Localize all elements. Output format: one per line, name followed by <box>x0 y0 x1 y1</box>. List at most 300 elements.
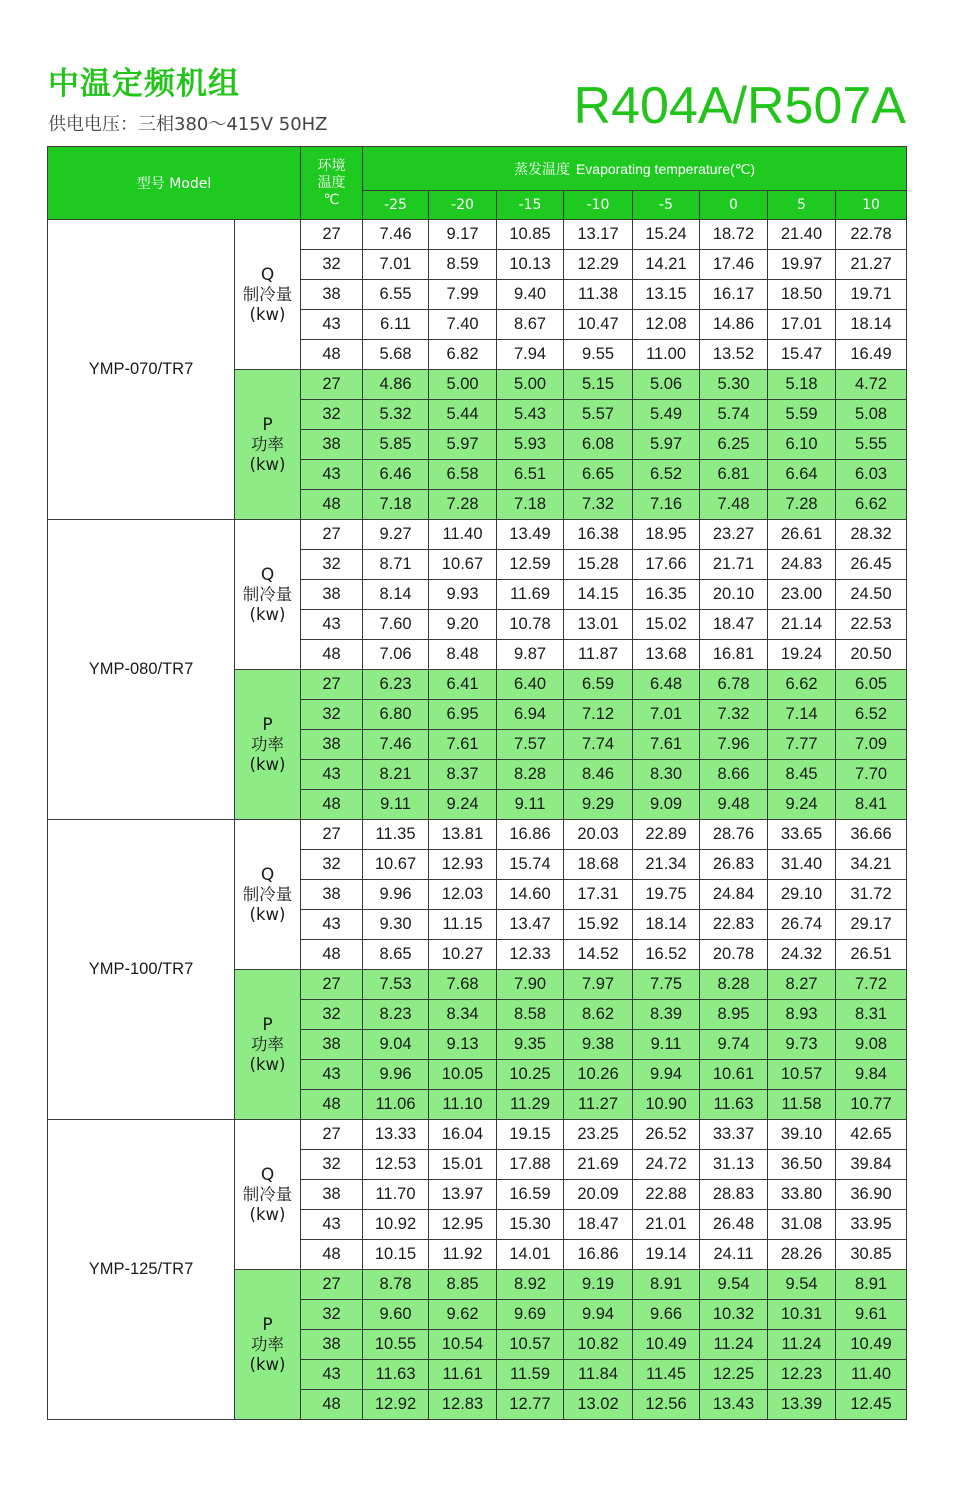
power-value-cell: 8.62 <box>564 1000 633 1030</box>
capacity-value-cell: 12.59 <box>497 550 564 580</box>
capacity-value-cell: 11.92 <box>429 1240 497 1270</box>
ambient-temp-cell: 48 <box>301 1390 363 1420</box>
ambient-temp-cell: 43 <box>301 310 363 340</box>
capacity-value-cell: 23.25 <box>564 1120 633 1150</box>
power-value-cell: 9.61 <box>836 1300 907 1330</box>
power-value-cell: 6.81 <box>700 460 768 490</box>
capacity-value-cell: 28.83 <box>700 1180 768 1210</box>
capacity-value-cell: 19.15 <box>497 1120 564 1150</box>
power-value-cell: 7.46 <box>363 730 429 760</box>
capacity-value-cell: 33.95 <box>836 1210 907 1240</box>
capacity-value-cell: 22.78 <box>836 220 907 250</box>
capacity-value-cell: 16.49 <box>836 340 907 370</box>
power-value-cell: 7.68 <box>429 970 497 1000</box>
capacity-value-cell: 11.38 <box>564 280 633 310</box>
capacity-value-cell: 21.34 <box>633 850 700 880</box>
capacity-value-cell: 9.55 <box>564 340 633 370</box>
capacity-value-cell: 31.72 <box>836 880 907 910</box>
capacity-value-cell: 18.14 <box>633 910 700 940</box>
power-value-cell: 5.18 <box>768 370 836 400</box>
capacity-value-cell: 15.92 <box>564 910 633 940</box>
capacity-value-cell: 6.55 <box>363 280 429 310</box>
ambient-temp-cell: 43 <box>301 1060 363 1090</box>
model-name: YMP-070/TR7 <box>48 220 235 520</box>
label-unit: (kw) <box>249 1204 286 1224</box>
power-value-cell: 7.32 <box>564 490 633 520</box>
ambient-temp-cell: 38 <box>301 580 363 610</box>
capacity-value-cell: 12.08 <box>633 310 700 340</box>
cooling-capacity-label <box>235 1120 301 1270</box>
power-value-cell: 6.62 <box>836 490 907 520</box>
power-value-cell: 5.57 <box>564 400 633 430</box>
power-value-cell: 5.97 <box>429 430 497 460</box>
power-value-cell: 6.40 <box>497 670 564 700</box>
power-value-cell: 7.53 <box>363 970 429 1000</box>
power-value-cell: 6.10 <box>768 430 836 460</box>
ambient-temp-cell: 43 <box>301 610 363 640</box>
power-value-cell: 7.96 <box>700 730 768 760</box>
capacity-value-cell: 21.01 <box>633 1210 700 1240</box>
capacity-value-cell: 13.33 <box>363 1120 429 1150</box>
power-value-cell: 9.13 <box>429 1030 497 1060</box>
ambient-temp-cell: 38 <box>301 880 363 910</box>
power-value-cell: 4.72 <box>836 370 907 400</box>
capacity-value-cell: 20.03 <box>564 820 633 850</box>
evaporating-temp-header <box>363 147 907 191</box>
power-value-cell: 9.73 <box>768 1030 836 1060</box>
power-value-cell: 7.14 <box>768 700 836 730</box>
capacity-value-cell: 12.33 <box>497 940 564 970</box>
capacity-value-cell: 10.67 <box>429 550 497 580</box>
capacity-value-cell: 9.96 <box>363 880 429 910</box>
label-cn: 制冷量 <box>242 284 293 304</box>
power-value-cell: 5.97 <box>633 430 700 460</box>
capacity-value-cell: 19.24 <box>768 640 836 670</box>
power-value-cell: 7.90 <box>497 970 564 1000</box>
power-value-cell: 8.28 <box>700 970 768 1000</box>
ambient-temp-cell: 32 <box>301 250 363 280</box>
capacity-value-cell: 19.97 <box>768 250 836 280</box>
power-value-cell: 8.28 <box>497 760 564 790</box>
capacity-value-cell: 11.87 <box>564 640 633 670</box>
power-value-cell: 11.27 <box>564 1090 633 1120</box>
label-symbol: Q <box>260 564 275 585</box>
capacity-value-cell: 7.06 <box>363 640 429 670</box>
capacity-value-cell: 14.86 <box>700 310 768 340</box>
power-value-cell: 8.34 <box>429 1000 497 1030</box>
ambient-temp-cell: 38 <box>301 1030 363 1060</box>
power-value-cell: 9.69 <box>497 1300 564 1330</box>
power-value-cell: 8.58 <box>497 1000 564 1030</box>
capacity-value-cell: 9.17 <box>429 220 497 250</box>
capacity-value-cell: 14.01 <box>497 1240 564 1270</box>
power-value-cell: 9.84 <box>836 1060 907 1090</box>
capacity-value-cell: 33.37 <box>700 1120 768 1150</box>
capacity-value-cell: 14.21 <box>633 250 700 280</box>
power-label <box>235 670 301 820</box>
power-value-cell: 10.57 <box>497 1330 564 1360</box>
capacity-value-cell: 24.32 <box>768 940 836 970</box>
ambient-header-line: 温度 <box>317 174 346 191</box>
capacity-value-cell: 22.53 <box>836 610 907 640</box>
power-value-cell: 7.74 <box>564 730 633 760</box>
power-value-cell: 12.83 <box>429 1390 497 1420</box>
power-value-cell: 12.92 <box>363 1390 429 1420</box>
ambient-temp-cell: 38 <box>301 430 363 460</box>
power-value-cell: 9.11 <box>363 790 429 820</box>
ambient-temp-cell: 32 <box>301 700 363 730</box>
power-value-cell: 5.00 <box>429 370 497 400</box>
power-value-cell: 11.59 <box>497 1360 564 1390</box>
model-name: YMP-100/TR7 <box>48 820 235 1120</box>
model-name: YMP-125/TR7 <box>48 1120 235 1420</box>
power-value-cell: 9.48 <box>700 790 768 820</box>
ambient-temp-cell: 43 <box>301 910 363 940</box>
power-value-cell: 13.43 <box>700 1390 768 1420</box>
power-value-cell: 6.41 <box>429 670 497 700</box>
evap-temp-col-header: -5 <box>633 191 700 220</box>
capacity-value-cell: 24.72 <box>633 1150 700 1180</box>
label-unit: (kw) <box>249 604 286 624</box>
capacity-value-cell: 22.88 <box>633 1180 700 1210</box>
table-row <box>48 220 907 250</box>
capacity-value-cell: 30.85 <box>836 1240 907 1270</box>
capacity-value-cell: 36.50 <box>768 1150 836 1180</box>
power-value-cell: 8.93 <box>768 1000 836 1030</box>
ambient-temp-cell: 43 <box>301 1360 363 1390</box>
capacity-value-cell: 29.10 <box>768 880 836 910</box>
power-value-cell: 7.18 <box>363 490 429 520</box>
label-symbol: P <box>262 1314 273 1335</box>
power-value-cell: 9.19 <box>564 1270 633 1300</box>
power-value-cell: 6.51 <box>497 460 564 490</box>
capacity-value-cell: 39.10 <box>768 1120 836 1150</box>
capacity-value-cell: 17.88 <box>497 1150 564 1180</box>
table-row <box>48 1120 907 1150</box>
power-value-cell: 7.61 <box>633 730 700 760</box>
label-symbol: P <box>262 714 273 735</box>
capacity-value-cell: 13.15 <box>633 280 700 310</box>
ambient-temp-cell: 43 <box>301 460 363 490</box>
power-value-cell: 8.27 <box>768 970 836 1000</box>
ambient-temp-cell: 38 <box>301 1180 363 1210</box>
capacity-value-cell: 28.32 <box>836 520 907 550</box>
ambient-temp-cell: 48 <box>301 1090 363 1120</box>
capacity-value-cell: 9.20 <box>429 610 497 640</box>
power-value-cell: 8.31 <box>836 1000 907 1030</box>
ambient-temp-cell: 32 <box>301 850 363 880</box>
capacity-value-cell: 15.28 <box>564 550 633 580</box>
capacity-value-cell: 15.47 <box>768 340 836 370</box>
capacity-value-cell: 20.50 <box>836 640 907 670</box>
capacity-value-cell: 15.02 <box>633 610 700 640</box>
capacity-value-cell: 7.94 <box>497 340 564 370</box>
power-value-cell: 8.30 <box>633 760 700 790</box>
power-value-cell: 5.43 <box>497 400 564 430</box>
capacity-value-cell: 6.11 <box>363 310 429 340</box>
evap-temp-col-header: 0 <box>700 191 768 220</box>
power-value-cell: 10.77 <box>836 1090 907 1120</box>
label-cn: 功率 <box>251 1334 284 1354</box>
power-value-cell: 6.94 <box>497 700 564 730</box>
power-value-cell: 9.94 <box>564 1300 633 1330</box>
power-value-cell: 9.11 <box>497 790 564 820</box>
power-value-cell: 7.09 <box>836 730 907 760</box>
capacity-value-cell: 18.47 <box>564 1210 633 1240</box>
capacity-value-cell: 26.45 <box>836 550 907 580</box>
capacity-value-cell: 9.93 <box>429 580 497 610</box>
ambient-temp-cell: 48 <box>301 940 363 970</box>
capacity-value-cell: 6.82 <box>429 340 497 370</box>
ambient-temp-cell: 32 <box>301 1000 363 1030</box>
capacity-value-cell: 19.75 <box>633 880 700 910</box>
power-value-cell: 6.08 <box>564 430 633 460</box>
capacity-value-cell: 33.65 <box>768 820 836 850</box>
power-value-cell: 11.58 <box>768 1090 836 1120</box>
power-value-cell: 6.46 <box>363 460 429 490</box>
capacity-value-cell: 12.95 <box>429 1210 497 1240</box>
capacity-value-cell: 7.99 <box>429 280 497 310</box>
ambient-temp-cell: 38 <box>301 730 363 760</box>
capacity-value-cell: 8.48 <box>429 640 497 670</box>
table-row <box>48 820 907 850</box>
capacity-value-cell: 11.15 <box>429 910 497 940</box>
power-value-cell: 7.57 <box>497 730 564 760</box>
power-value-cell: 5.44 <box>429 400 497 430</box>
ambient-temp-cell: 27 <box>301 970 363 1000</box>
power-value-cell: 8.92 <box>497 1270 564 1300</box>
label-symbol: Q <box>260 264 275 285</box>
performance-table <box>47 146 907 1420</box>
model-header: 型号 Model <box>48 147 301 220</box>
capacity-value-cell: 12.03 <box>429 880 497 910</box>
power-value-cell: 9.62 <box>429 1300 497 1330</box>
capacity-value-cell: 21.71 <box>700 550 768 580</box>
power-value-cell: 9.24 <box>768 790 836 820</box>
capacity-value-cell: 8.65 <box>363 940 429 970</box>
capacity-value-cell: 28.76 <box>700 820 768 850</box>
capacity-value-cell: 23.27 <box>700 520 768 550</box>
power-value-cell: 11.63 <box>363 1360 429 1390</box>
power-value-cell: 9.38 <box>564 1030 633 1060</box>
power-value-cell: 5.00 <box>497 370 564 400</box>
label-cn: 制冷量 <box>242 584 293 604</box>
power-value-cell: 7.48 <box>700 490 768 520</box>
power-value-cell: 11.40 <box>836 1360 907 1390</box>
power-label <box>235 1270 301 1420</box>
ambient-temp-cell: 48 <box>301 490 363 520</box>
capacity-value-cell: 26.61 <box>768 520 836 550</box>
capacity-value-cell: 20.78 <box>700 940 768 970</box>
capacity-value-cell: 18.47 <box>700 610 768 640</box>
power-value-cell: 8.91 <box>836 1270 907 1300</box>
evap-temp-col-header: -20 <box>429 191 497 220</box>
power-value-cell: 10.55 <box>363 1330 429 1360</box>
capacity-value-cell: 10.67 <box>363 850 429 880</box>
ambient-temp-cell: 27 <box>301 370 363 400</box>
power-value-cell: 7.32 <box>700 700 768 730</box>
capacity-value-cell: 21.27 <box>836 250 907 280</box>
capacity-value-cell: 17.66 <box>633 550 700 580</box>
power-value-cell: 8.21 <box>363 760 429 790</box>
ambient-temp-cell: 32 <box>301 1300 363 1330</box>
capacity-value-cell: 8.59 <box>429 250 497 280</box>
power-value-cell: 8.95 <box>700 1000 768 1030</box>
power-value-cell: 11.24 <box>700 1330 768 1360</box>
power-value-cell: 7.12 <box>564 700 633 730</box>
capacity-value-cell: 16.86 <box>497 820 564 850</box>
label-cn: 制冷量 <box>242 884 293 904</box>
capacity-value-cell: 15.74 <box>497 850 564 880</box>
capacity-value-cell: 10.15 <box>363 1240 429 1270</box>
power-value-cell: 6.64 <box>768 460 836 490</box>
ambient-header-line: 环境 <box>317 157 346 174</box>
capacity-value-cell: 20.09 <box>564 1180 633 1210</box>
capacity-value-cell: 7.60 <box>363 610 429 640</box>
label-unit: (kw) <box>249 1354 286 1374</box>
ambient-temp-cell: 27 <box>301 1120 363 1150</box>
power-value-cell: 5.30 <box>700 370 768 400</box>
power-value-cell: 12.77 <box>497 1390 564 1420</box>
capacity-value-cell: 7.46 <box>363 220 429 250</box>
cooling-capacity-label <box>235 820 301 970</box>
capacity-value-cell: 24.50 <box>836 580 907 610</box>
capacity-value-cell: 24.83 <box>768 550 836 580</box>
capacity-value-cell: 22.89 <box>633 820 700 850</box>
capacity-value-cell: 7.40 <box>429 310 497 340</box>
power-value-cell: 7.18 <box>497 490 564 520</box>
power-value-cell: 7.70 <box>836 760 907 790</box>
power-value-cell: 11.24 <box>768 1330 836 1360</box>
capacity-value-cell: 9.40 <box>497 280 564 310</box>
capacity-value-cell: 28.26 <box>768 1240 836 1270</box>
capacity-value-cell: 42.65 <box>836 1120 907 1150</box>
ambient-temp-cell: 27 <box>301 670 363 700</box>
label-cn: 制冷量 <box>242 1184 293 1204</box>
power-value-cell: 9.08 <box>836 1030 907 1060</box>
capacity-value-cell: 29.17 <box>836 910 907 940</box>
power-value-cell: 8.23 <box>363 1000 429 1030</box>
capacity-value-cell: 13.49 <box>497 520 564 550</box>
capacity-value-cell: 20.10 <box>700 580 768 610</box>
ambient-temp-cell: 43 <box>301 760 363 790</box>
capacity-value-cell: 16.04 <box>429 1120 497 1150</box>
capacity-value-cell: 13.47 <box>497 910 564 940</box>
capacity-value-cell: 18.14 <box>836 310 907 340</box>
power-value-cell: 6.23 <box>363 670 429 700</box>
power-value-cell: 7.28 <box>768 490 836 520</box>
power-value-cell: 4.86 <box>363 370 429 400</box>
ambient-temp-header <box>301 147 363 220</box>
power-value-cell: 11.45 <box>633 1360 700 1390</box>
power-value-cell: 6.58 <box>429 460 497 490</box>
capacity-value-cell: 13.52 <box>700 340 768 370</box>
capacity-value-cell: 21.40 <box>768 220 836 250</box>
power-value-cell: 8.46 <box>564 760 633 790</box>
power-value-cell: 7.01 <box>633 700 700 730</box>
power-value-cell: 12.25 <box>700 1360 768 1390</box>
power-value-cell: 5.06 <box>633 370 700 400</box>
power-value-cell: 9.74 <box>700 1030 768 1060</box>
power-value-cell: 5.08 <box>836 400 907 430</box>
ambient-temp-cell: 48 <box>301 340 363 370</box>
ambient-temp-cell: 32 <box>301 1150 363 1180</box>
power-value-cell: 6.25 <box>700 430 768 460</box>
model-name: YMP-080/TR7 <box>48 520 235 820</box>
capacity-value-cell: 34.21 <box>836 850 907 880</box>
power-value-cell: 7.97 <box>564 970 633 1000</box>
capacity-value-cell: 23.00 <box>768 580 836 610</box>
ambient-temp-cell: 38 <box>301 280 363 310</box>
capacity-value-cell: 19.14 <box>633 1240 700 1270</box>
power-value-cell: 11.06 <box>363 1090 429 1120</box>
capacity-value-cell: 26.83 <box>700 850 768 880</box>
power-value-cell: 9.96 <box>363 1060 429 1090</box>
power-value-cell: 9.35 <box>497 1030 564 1060</box>
capacity-value-cell: 36.90 <box>836 1180 907 1210</box>
power-value-cell: 10.25 <box>497 1060 564 1090</box>
power-value-cell: 7.61 <box>429 730 497 760</box>
capacity-value-cell: 9.87 <box>497 640 564 670</box>
capacity-value-cell: 16.38 <box>564 520 633 550</box>
power-value-cell: 10.90 <box>633 1090 700 1120</box>
capacity-value-cell: 14.52 <box>564 940 633 970</box>
power-value-cell: 8.91 <box>633 1270 700 1300</box>
power-value-cell: 6.05 <box>836 670 907 700</box>
capacity-value-cell: 17.46 <box>700 250 768 280</box>
capacity-value-cell: 13.01 <box>564 610 633 640</box>
label-unit: (kw) <box>249 754 286 774</box>
power-label <box>235 970 301 1120</box>
cooling-capacity-label <box>235 220 301 370</box>
ambient-temp-cell: 32 <box>301 400 363 430</box>
power-value-cell: 9.60 <box>363 1300 429 1330</box>
ambient-temp-cell: 27 <box>301 520 363 550</box>
power-value-cell: 11.84 <box>564 1360 633 1390</box>
capacity-value-cell: 10.92 <box>363 1210 429 1240</box>
capacity-value-cell: 5.68 <box>363 340 429 370</box>
power-label <box>235 370 301 520</box>
capacity-value-cell: 16.86 <box>564 1240 633 1270</box>
ambient-temp-cell: 43 <box>301 1210 363 1240</box>
capacity-value-cell: 14.60 <box>497 880 564 910</box>
label-unit: (kw) <box>249 454 286 474</box>
capacity-value-cell: 11.35 <box>363 820 429 850</box>
ambient-header-line: ℃ <box>323 191 340 208</box>
evap-temp-col-header: 10 <box>836 191 907 220</box>
power-value-cell: 12.56 <box>633 1390 700 1420</box>
capacity-value-cell: 11.00 <box>633 340 700 370</box>
power-value-cell: 10.49 <box>836 1330 907 1360</box>
refrigerant-label: R404A/R507A <box>573 77 906 135</box>
capacity-value-cell: 7.01 <box>363 250 429 280</box>
capacity-value-cell: 13.17 <box>564 220 633 250</box>
power-value-cell: 6.95 <box>429 700 497 730</box>
power-value-cell: 11.29 <box>497 1090 564 1120</box>
power-value-cell: 9.54 <box>700 1270 768 1300</box>
power-value-cell: 8.78 <box>363 1270 429 1300</box>
label-symbol: P <box>262 1014 273 1035</box>
power-value-cell: 8.41 <box>836 790 907 820</box>
power-value-cell: 9.04 <box>363 1030 429 1060</box>
capacity-value-cell: 22.83 <box>700 910 768 940</box>
power-value-cell: 7.28 <box>429 490 497 520</box>
capacity-value-cell: 26.51 <box>836 940 907 970</box>
power-value-cell: 13.02 <box>564 1390 633 1420</box>
power-value-cell: 5.55 <box>836 430 907 460</box>
power-value-cell: 10.26 <box>564 1060 633 1090</box>
cooling-capacity-label <box>235 520 301 670</box>
